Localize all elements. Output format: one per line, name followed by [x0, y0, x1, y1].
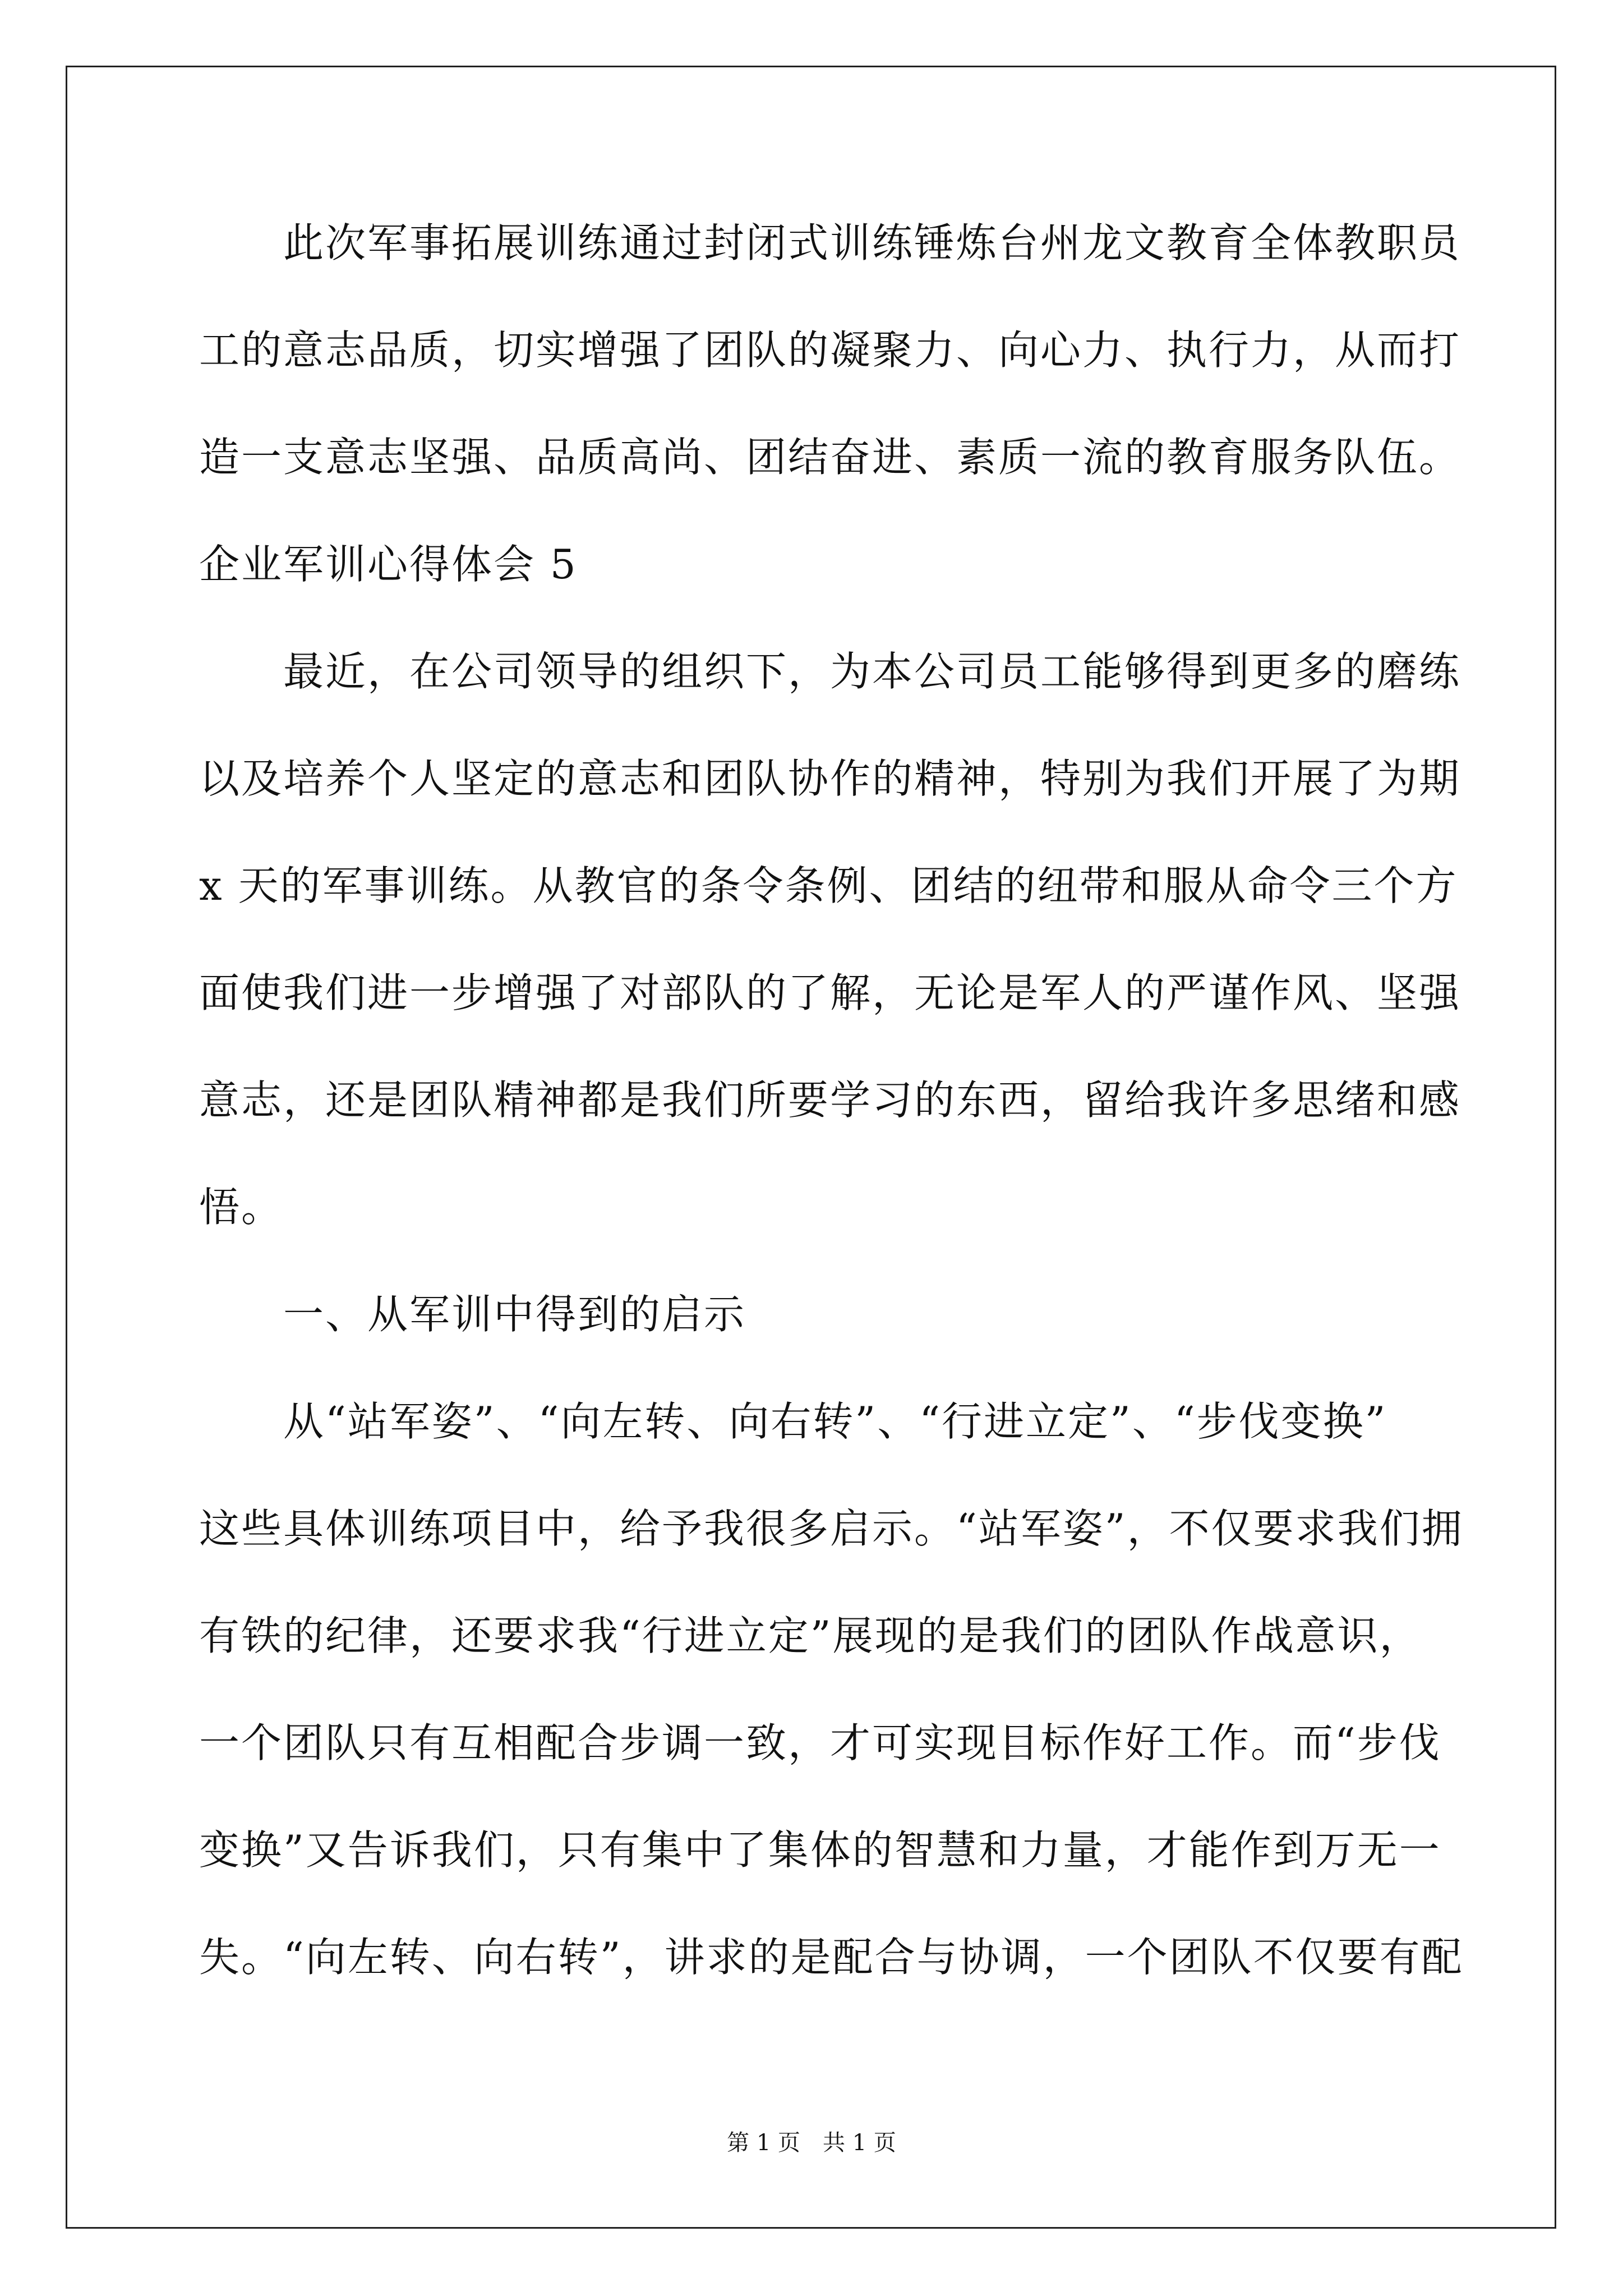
text-line: 变换”又告诉我们，只有集中了集体的智慧和力量，才能作到万无一 — [199, 1826, 1441, 1874]
text-line: 以及培养个人坚定的意志和团队协作的精神，特别为我们开展了为期 — [199, 755, 1461, 802]
text-line: 失。“向左转、向右转”，讲求的是配合与协调，一个团队不仅要有配 — [199, 1934, 1464, 1981]
text-line: 从“站军姿”、“向左转、向右转”、“行进立定”、“步伐变换” — [283, 1398, 1387, 1445]
section-heading: 企业军训心得体会 5 — [199, 541, 578, 588]
text-line: 意志，还是团队精神都是我们所要学习的东西，留给我许多思绪和感 — [199, 1076, 1461, 1124]
text-line: 一个团队只有互相配合步调一致，才可实现目标作好工作。而“步伐 — [199, 1719, 1441, 1766]
subheading: 一、从军训中得到的启示 — [283, 1291, 746, 1338]
page-number-footer: 第 1 页 共 1 页 — [727, 2130, 896, 2156]
text-line: 造一支意志坚强、品质高尚、团结奋进、素质一流的教育服务队伍。 — [199, 434, 1461, 481]
text-line: 这些具体训练项目中，给予我很多启示。“站军姿”，不仅要求我们拥 — [199, 1505, 1464, 1552]
text-line: 有铁的纪律，还要求我“行进立定”展现的是我们的团队作战意识， — [199, 1612, 1422, 1659]
text-line: 最近，在公司领导的组织下，为本公司员工能够得到更多的磨练 — [283, 648, 1461, 695]
text-line: 悟。 — [199, 1184, 284, 1231]
page-border — [66, 66, 1556, 2229]
text-line: 此次军事拓展训练通过封闭式训练锤炼台州龙文教育全体教职员 — [283, 219, 1461, 266]
text-line: x 天的军事训练。从教官的条令条例、团结的纽带和服从命令三个方 — [199, 862, 1458, 909]
text-line: 工的意志品质，切实增强了团队的凝聚力、向心力、执行力，从而打 — [199, 326, 1461, 374]
text-line: 面使我们进一步增强了对部队的了解，无论是军人的严谨作风、坚强 — [199, 969, 1461, 1016]
